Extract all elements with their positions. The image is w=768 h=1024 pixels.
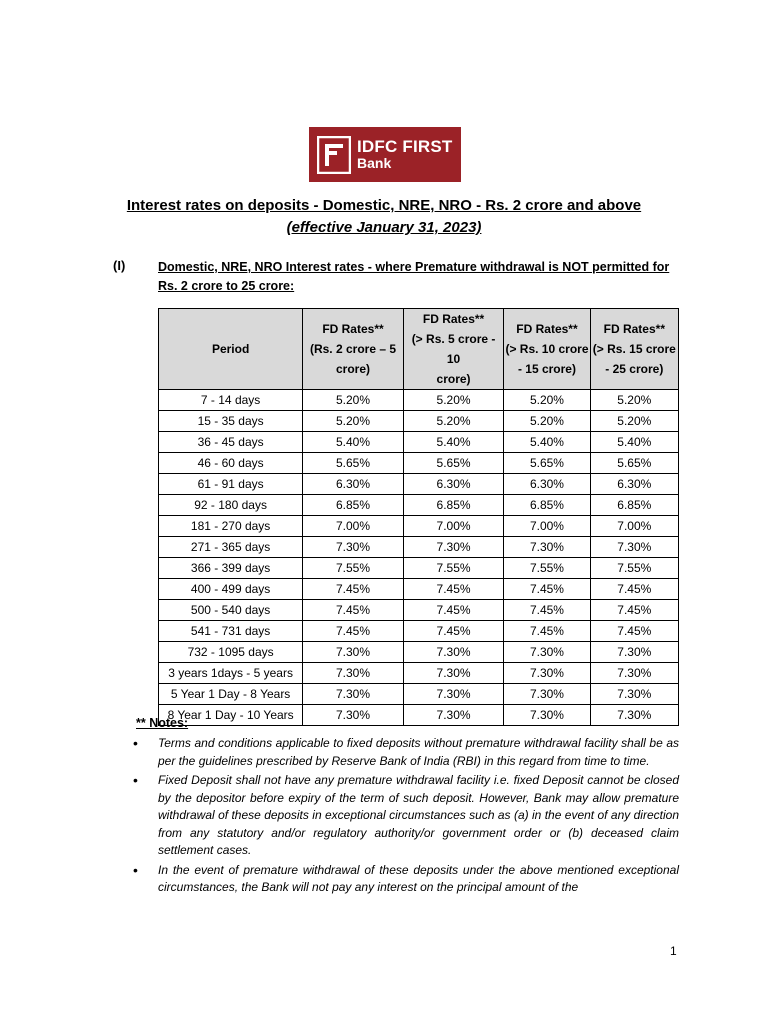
page-number: 1 <box>670 944 677 958</box>
rate-cell: 5.20% <box>403 390 504 411</box>
period-cell: 732 - 1095 days <box>159 642 303 663</box>
rate-cell: 5.40% <box>590 432 678 453</box>
logo-line-1: IDFC FIRST <box>357 137 453 157</box>
period-cell: 181 - 270 days <box>159 516 303 537</box>
period-cell: 8 Year 1 Day - 10 Years <box>159 705 303 726</box>
rate-cell: 5.20% <box>303 390 404 411</box>
header-period: Period <box>159 309 303 390</box>
rate-cell: 7.45% <box>504 621 590 642</box>
rate-cell: 7.45% <box>403 621 504 642</box>
rate-cell: 6.85% <box>403 495 504 516</box>
rate-cell: 6.85% <box>590 495 678 516</box>
rate-cell: 5.65% <box>303 453 404 474</box>
rate-cell: 5.40% <box>303 432 404 453</box>
table-row <box>159 663 679 684</box>
period-cell: 46 - 60 days <box>159 453 303 474</box>
period-cell: 61 - 91 days <box>159 474 303 495</box>
note-item: • In the event of premature withdrawal of these deposits under the above mentioned exceptional circumstances, the Bank will not pay any interest on the principal amount of the <box>158 862 679 897</box>
rate-cell: 6.85% <box>504 495 590 516</box>
rate-cell: 7.30% <box>403 684 504 705</box>
rate-cell: 7.30% <box>403 663 504 684</box>
table-row <box>159 474 679 495</box>
rate-cell: 7.30% <box>590 642 678 663</box>
rate-cell: 7.30% <box>403 642 504 663</box>
rate-cell: 7.30% <box>590 684 678 705</box>
table-row <box>159 537 679 558</box>
rate-cell: 5.20% <box>403 411 504 432</box>
rate-cell: 6.30% <box>303 474 404 495</box>
rate-cell: 5.20% <box>504 390 590 411</box>
rate-cell: 7.00% <box>504 516 590 537</box>
rate-cell: 7.45% <box>590 600 678 621</box>
period-cell: 271 - 365 days <box>159 537 303 558</box>
period-cell: 400 - 499 days <box>159 579 303 600</box>
section-heading: Domestic, NRE, NRO Interest rates - where Premature withdrawal is NOT permitted for Rs. 2 crore to 25 crore: <box>158 260 670 293</box>
rate-cell: 7.30% <box>303 705 404 726</box>
table-row <box>159 684 679 705</box>
table-row <box>159 453 679 474</box>
rate-cell: 7.45% <box>590 579 678 600</box>
effective-date: (effective January 31, 2023) <box>286 219 482 236</box>
rate-cell: 7.45% <box>303 621 404 642</box>
period-cell: 7 - 14 days <box>159 390 303 411</box>
header-rs5-10cr: FD Rates** (> Rs. 5 crore - 10 crore) <box>403 309 504 390</box>
period-cell: 5 Year 1 Day - 8 Years <box>159 684 303 705</box>
notes-heading: ** Notes: <box>136 716 189 730</box>
rate-cell: 5.40% <box>403 432 504 453</box>
table-row <box>159 432 679 453</box>
period-cell: 36 - 45 days <box>159 432 303 453</box>
period-cell: 3 years 1days - 5 years <box>159 663 303 684</box>
rate-cell: 7.55% <box>590 558 678 579</box>
rate-cell: 5.40% <box>504 432 590 453</box>
table-row <box>159 495 679 516</box>
rate-cell: 7.30% <box>303 663 404 684</box>
rate-cell: 5.20% <box>590 411 678 432</box>
rate-cell: 7.45% <box>403 600 504 621</box>
document-title: Interest rates on deposits - Domestic, NRE, NRO - Rs. 2 crore and above <box>126 197 642 214</box>
rate-cell: 7.30% <box>403 705 504 726</box>
rate-cell: 7.30% <box>504 705 590 726</box>
bank-logo <box>309 127 461 182</box>
rate-cell: 6.30% <box>590 474 678 495</box>
rate-cell: 7.30% <box>590 663 678 684</box>
period-cell: 92 - 180 days <box>159 495 303 516</box>
table-header-row <box>159 309 679 390</box>
rate-cell: 7.30% <box>504 663 590 684</box>
period-cell: 500 - 540 days <box>159 600 303 621</box>
rate-cell: 7.30% <box>303 684 404 705</box>
rate-cell: 7.00% <box>303 516 404 537</box>
rate-cell: 7.45% <box>403 579 504 600</box>
interest-rates-table <box>158 308 679 726</box>
table-row <box>159 411 679 432</box>
table-row <box>159 705 679 726</box>
logo-mark-icon <box>317 136 351 174</box>
rate-cell: 6.30% <box>504 474 590 495</box>
rate-cell: 7.30% <box>403 537 504 558</box>
rate-cell: 7.55% <box>504 558 590 579</box>
section-number: (I) <box>113 258 126 273</box>
rate-cell: 5.65% <box>403 453 504 474</box>
notes-list <box>158 735 679 899</box>
rate-cell: 7.30% <box>504 684 590 705</box>
table-row <box>159 390 679 411</box>
table-row <box>159 516 679 537</box>
logo-line-2: Bank <box>357 155 392 172</box>
period-cell: 366 - 399 days <box>159 558 303 579</box>
rate-cell: 7.00% <box>590 516 678 537</box>
rate-cell: 5.65% <box>504 453 590 474</box>
table-row <box>159 558 679 579</box>
rate-cell: 7.45% <box>504 579 590 600</box>
rate-cell: 7.45% <box>590 621 678 642</box>
table-row <box>159 642 679 663</box>
rate-cell: 5.65% <box>590 453 678 474</box>
note-item: • Terms and conditions applicable to fixed deposits without premature withdrawal facility shall be as per the guidelines prescribed by Reserve Bank of India (RBI) in this regard from time to time. <box>158 735 679 770</box>
rate-cell: 6.85% <box>303 495 404 516</box>
header-rs10-15cr: FD Rates** (> Rs. 10 crore - 15 crore) <box>504 309 590 390</box>
period-cell: 15 - 35 days <box>159 411 303 432</box>
rate-cell: 7.45% <box>303 579 404 600</box>
rate-cell: 7.30% <box>590 705 678 726</box>
rate-cell: 7.30% <box>504 642 590 663</box>
rate-cell: 7.30% <box>504 537 590 558</box>
rate-cell: 7.55% <box>403 558 504 579</box>
table-row <box>159 600 679 621</box>
rate-cell: 5.20% <box>504 411 590 432</box>
note-item: • Fixed Deposit shall not have any premature withdrawal facility i.e. fixed Deposit cannot be closed by the depositor before expiry of the term of such deposit. However, Bank may allow premature withdrawal of these deposits in exceptional circumstances such as (a) in the event of any direction from any statutory and/or regulatory authority/or government order or (b) deceased claim settlement cases. <box>158 772 679 860</box>
rate-cell: 5.20% <box>303 411 404 432</box>
header-rs2-5cr: FD Rates** (Rs. 2 crore – 5 crore) <box>303 309 404 390</box>
table-row <box>159 579 679 600</box>
rate-cell: 7.45% <box>303 600 404 621</box>
rate-cell: 7.00% <box>403 516 504 537</box>
rate-cell: 7.30% <box>303 537 404 558</box>
table-row <box>159 621 679 642</box>
rate-cell: 7.30% <box>590 537 678 558</box>
rate-cell: 5.20% <box>590 390 678 411</box>
period-cell: 541 - 731 days <box>159 621 303 642</box>
rate-cell: 6.30% <box>403 474 504 495</box>
header-rs15-25cr: FD Rates** (> Rs. 15 crore - 25 crore) <box>590 309 678 390</box>
rate-cell: 7.45% <box>504 600 590 621</box>
rate-cell: 7.30% <box>303 642 404 663</box>
rate-cell: 7.55% <box>303 558 404 579</box>
